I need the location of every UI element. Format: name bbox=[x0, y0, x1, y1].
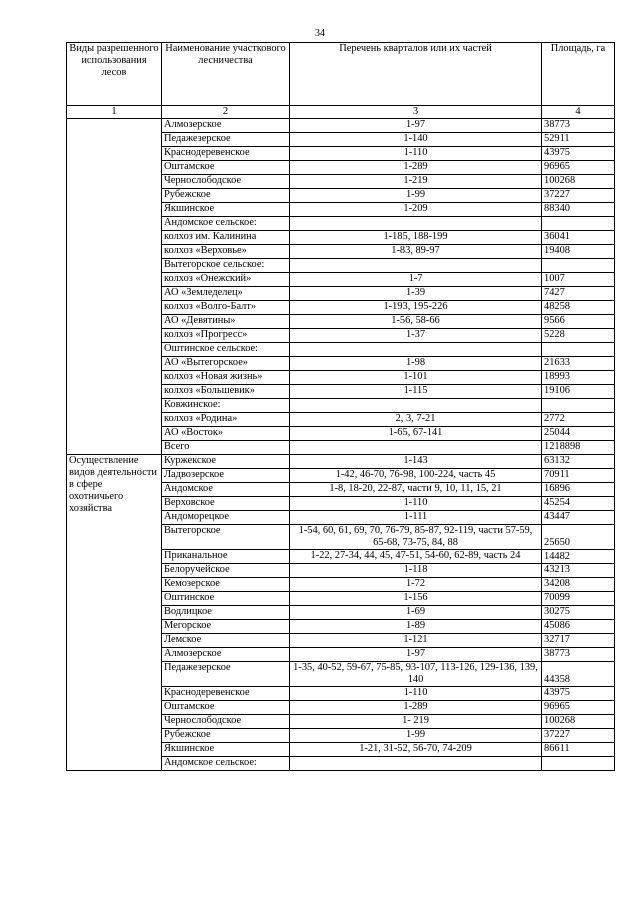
area-cell: 19106 bbox=[542, 385, 615, 399]
area-cell: 44358 bbox=[542, 662, 615, 687]
column-number: 3 bbox=[290, 106, 542, 119]
quarters-cell: 1-7 bbox=[290, 273, 542, 287]
quarters-cell: 1-89 bbox=[290, 620, 542, 634]
quarters-cell: 1-22, 27-34, 44, 45, 47-51, 54-60, 62-89, часть 24 bbox=[290, 550, 542, 564]
header-forest-use-types: Виды разрешенного использования лесов bbox=[67, 43, 162, 106]
page-number: 34 bbox=[315, 28, 325, 39]
district-name-cell: колхоз «Верховье» bbox=[162, 245, 290, 259]
district-name-cell: Приканальное bbox=[162, 550, 290, 564]
quarters-cell: 1-35, 40-52, 59-67, 75-85, 93-107, 113-126, 129-136, 139, 140 bbox=[290, 662, 542, 687]
quarters-cell: 1-140 bbox=[290, 133, 542, 147]
area-cell: 70911 bbox=[542, 469, 615, 483]
quarters-cell bbox=[290, 343, 542, 357]
district-name-cell: Алмозерское bbox=[162, 648, 290, 662]
header-row bbox=[67, 43, 615, 106]
area-cell: 38773 bbox=[542, 648, 615, 662]
area-cell: 70099 bbox=[542, 592, 615, 606]
area-cell: 96965 bbox=[542, 701, 615, 715]
area-cell: 63132 bbox=[542, 455, 615, 469]
column-numbers-row bbox=[67, 106, 615, 119]
quarters-cell: 1-289 bbox=[290, 161, 542, 175]
district-name-cell: Белоручейское bbox=[162, 564, 290, 578]
quarters-cell: 1-101 bbox=[290, 371, 542, 385]
header-area: Площадь, га bbox=[542, 43, 615, 106]
quarters-cell: 1-219 bbox=[290, 175, 542, 189]
header-quarters-list: Перечень кварталов или их частей bbox=[290, 43, 542, 106]
district-name-cell: Оштинское сельское: bbox=[162, 343, 290, 357]
area-cell: 37227 bbox=[542, 729, 615, 743]
table-row bbox=[67, 119, 615, 133]
district-name-cell: колхоз «Родина» bbox=[162, 413, 290, 427]
district-name-cell: Педажезерское bbox=[162, 662, 290, 687]
area-cell: 34208 bbox=[542, 578, 615, 592]
district-name-cell: колхоз «Волго-Балт» bbox=[162, 301, 290, 315]
quarters-cell: 1-118 bbox=[290, 564, 542, 578]
forest-use-table bbox=[66, 42, 615, 771]
quarters-cell: 1-99 bbox=[290, 729, 542, 743]
quarters-cell: 1-289 bbox=[290, 701, 542, 715]
quarters-cell: 1-209 bbox=[290, 203, 542, 217]
district-name-cell: Водлицкое bbox=[162, 606, 290, 620]
quarters-cell: 1-54, 60, 61, 69, 70, 76-79, 85-87, 92-119, части 57-59, 65-68, 73-75, 84, 88 bbox=[290, 525, 542, 550]
quarters-cell: 1-110 bbox=[290, 147, 542, 161]
district-name-cell: АО «Земледелец» bbox=[162, 287, 290, 301]
quarters-cell: 1-65, 67-141 bbox=[290, 427, 542, 441]
area-cell: 38773 bbox=[542, 119, 615, 133]
district-name-cell: колхоз «Прогресс» bbox=[162, 329, 290, 343]
quarters-cell: 1-42, 46-70, 76-98, 100-224, часть 45 bbox=[290, 469, 542, 483]
quarters-cell bbox=[290, 399, 542, 413]
quarters-cell: 1-69 bbox=[290, 606, 542, 620]
district-name-cell: Андомское bbox=[162, 483, 290, 497]
district-name-cell: Якшинское bbox=[162, 203, 290, 217]
area-cell: 14482 bbox=[542, 550, 615, 564]
district-name-cell: колхоз им. Калинина bbox=[162, 231, 290, 245]
area-cell: 21633 bbox=[542, 357, 615, 371]
area-cell bbox=[542, 757, 615, 771]
district-name-cell: Чернослободское bbox=[162, 175, 290, 189]
area-cell: 45254 bbox=[542, 497, 615, 511]
quarters-cell: 1-143 bbox=[290, 455, 542, 469]
area-cell: 16896 bbox=[542, 483, 615, 497]
quarters-cell: 1-110 bbox=[290, 687, 542, 701]
district-name-cell: Андоморецкое bbox=[162, 511, 290, 525]
table-row bbox=[67, 455, 615, 469]
district-name-cell: Алмозерское bbox=[162, 119, 290, 133]
district-name-cell: Кемозерское bbox=[162, 578, 290, 592]
column-number: 4 bbox=[542, 106, 615, 119]
quarters-cell: 1-8, 18-20, 22-87, части 9, 10, 11, 15, 21 bbox=[290, 483, 542, 497]
area-cell: 36041 bbox=[542, 231, 615, 245]
forest-use-category bbox=[67, 119, 162, 455]
area-cell: 2772 bbox=[542, 413, 615, 427]
district-name-cell: Краснодеревенское bbox=[162, 687, 290, 701]
area-cell bbox=[542, 343, 615, 357]
district-name-cell: колхоз «Онежский» bbox=[162, 273, 290, 287]
district-name-cell: Рубежское bbox=[162, 729, 290, 743]
quarters-cell bbox=[290, 441, 542, 455]
quarters-cell: 1-72 bbox=[290, 578, 542, 592]
quarters-cell: 1-21, 31-52, 56-70, 74-209 bbox=[290, 743, 542, 757]
area-cell: 19408 bbox=[542, 245, 615, 259]
area-cell: 48258 bbox=[542, 301, 615, 315]
quarters-cell bbox=[290, 259, 542, 273]
district-name-cell: Мегорское bbox=[162, 620, 290, 634]
quarters-cell: 1-115 bbox=[290, 385, 542, 399]
area-cell: 25650 bbox=[542, 525, 615, 550]
area-cell: 43447 bbox=[542, 511, 615, 525]
district-name-cell: Оштамское bbox=[162, 701, 290, 715]
district-name-cell: Якшинское bbox=[162, 743, 290, 757]
district-name-cell: АО «Вытегорское» bbox=[162, 357, 290, 371]
area-cell: 43975 bbox=[542, 147, 615, 161]
quarters-cell: 1-39 bbox=[290, 287, 542, 301]
district-name-cell: Рубежское bbox=[162, 189, 290, 203]
area-cell bbox=[542, 217, 615, 231]
area-cell: 96965 bbox=[542, 161, 615, 175]
area-cell: 86611 bbox=[542, 743, 615, 757]
area-cell: 7427 bbox=[542, 287, 615, 301]
district-name-cell: Краснодеревенское bbox=[162, 147, 290, 161]
district-name-cell: АО «Девятины» bbox=[162, 315, 290, 329]
district-name-cell: Андомское сельское: bbox=[162, 217, 290, 231]
area-cell: 1218898 bbox=[542, 441, 615, 455]
district-name-cell: колхоз «Новая жизнь» bbox=[162, 371, 290, 385]
quarters-cell: 1-110 bbox=[290, 497, 542, 511]
district-name-cell: Оштамское bbox=[162, 161, 290, 175]
area-cell: 5228 bbox=[542, 329, 615, 343]
area-cell: 43975 bbox=[542, 687, 615, 701]
area-cell bbox=[542, 259, 615, 273]
quarters-cell: 1-185, 188-199 bbox=[290, 231, 542, 245]
quarters-cell: 1-56, 58-66 bbox=[290, 315, 542, 329]
area-cell: 18993 bbox=[542, 371, 615, 385]
district-name-cell: Ковжинское: bbox=[162, 399, 290, 413]
district-name-cell: Вытегорское bbox=[162, 525, 290, 550]
column-number: 2 bbox=[162, 106, 290, 119]
quarters-cell: 1-37 bbox=[290, 329, 542, 343]
area-cell: 45086 bbox=[542, 620, 615, 634]
area-cell: 100268 bbox=[542, 715, 615, 729]
area-cell bbox=[542, 399, 615, 413]
quarters-cell: 1-193, 195-226 bbox=[290, 301, 542, 315]
district-name-cell: колхоз «Большевик» bbox=[162, 385, 290, 399]
area-cell: 1007 bbox=[542, 273, 615, 287]
district-name-cell: АО «Восток» bbox=[162, 427, 290, 441]
quarters-cell bbox=[290, 217, 542, 231]
area-cell: 9566 bbox=[542, 315, 615, 329]
area-cell: 32717 bbox=[542, 634, 615, 648]
quarters-cell: 1-97 bbox=[290, 648, 542, 662]
area-cell: 52911 bbox=[542, 133, 615, 147]
quarters-cell: 1-83, 89-97 bbox=[290, 245, 542, 259]
district-name-cell: Вытегорское сельское: bbox=[162, 259, 290, 273]
district-name-cell: Андомское сельское: bbox=[162, 757, 290, 771]
district-name-cell: Лемское bbox=[162, 634, 290, 648]
district-name-cell: Ладвозерское bbox=[162, 469, 290, 483]
area-cell: 100268 bbox=[542, 175, 615, 189]
quarters-cell: 1-121 bbox=[290, 634, 542, 648]
quarters-cell: 1-97 bbox=[290, 119, 542, 133]
area-cell: 43213 bbox=[542, 564, 615, 578]
district-name-cell: Чернослободское bbox=[162, 715, 290, 729]
quarters-cell: 2, 3, 7-21 bbox=[290, 413, 542, 427]
district-name-cell: Куржекское bbox=[162, 455, 290, 469]
area-cell: 88340 bbox=[542, 203, 615, 217]
quarters-cell: 1- 219 bbox=[290, 715, 542, 729]
column-number: 1 bbox=[67, 106, 162, 119]
area-cell: 37227 bbox=[542, 189, 615, 203]
district-name-cell: Оштинское bbox=[162, 592, 290, 606]
quarters-cell: 1-111 bbox=[290, 511, 542, 525]
quarters-cell: 1-98 bbox=[290, 357, 542, 371]
quarters-cell bbox=[290, 757, 542, 771]
district-name-cell: Верховское bbox=[162, 497, 290, 511]
quarters-cell: 1-156 bbox=[290, 592, 542, 606]
district-name-cell: Педажезерское bbox=[162, 133, 290, 147]
quarters-cell: 1-99 bbox=[290, 189, 542, 203]
area-cell: 25044 bbox=[542, 427, 615, 441]
district-name-cell: Всего bbox=[162, 441, 290, 455]
area-cell: 30275 bbox=[542, 606, 615, 620]
forest-use-category: Осуществление видов деятельности в сфере охотничьего хозяйства bbox=[67, 455, 162, 771]
table-body bbox=[67, 119, 615, 771]
header-district-name: Наименование участкового лесничества bbox=[162, 43, 290, 106]
